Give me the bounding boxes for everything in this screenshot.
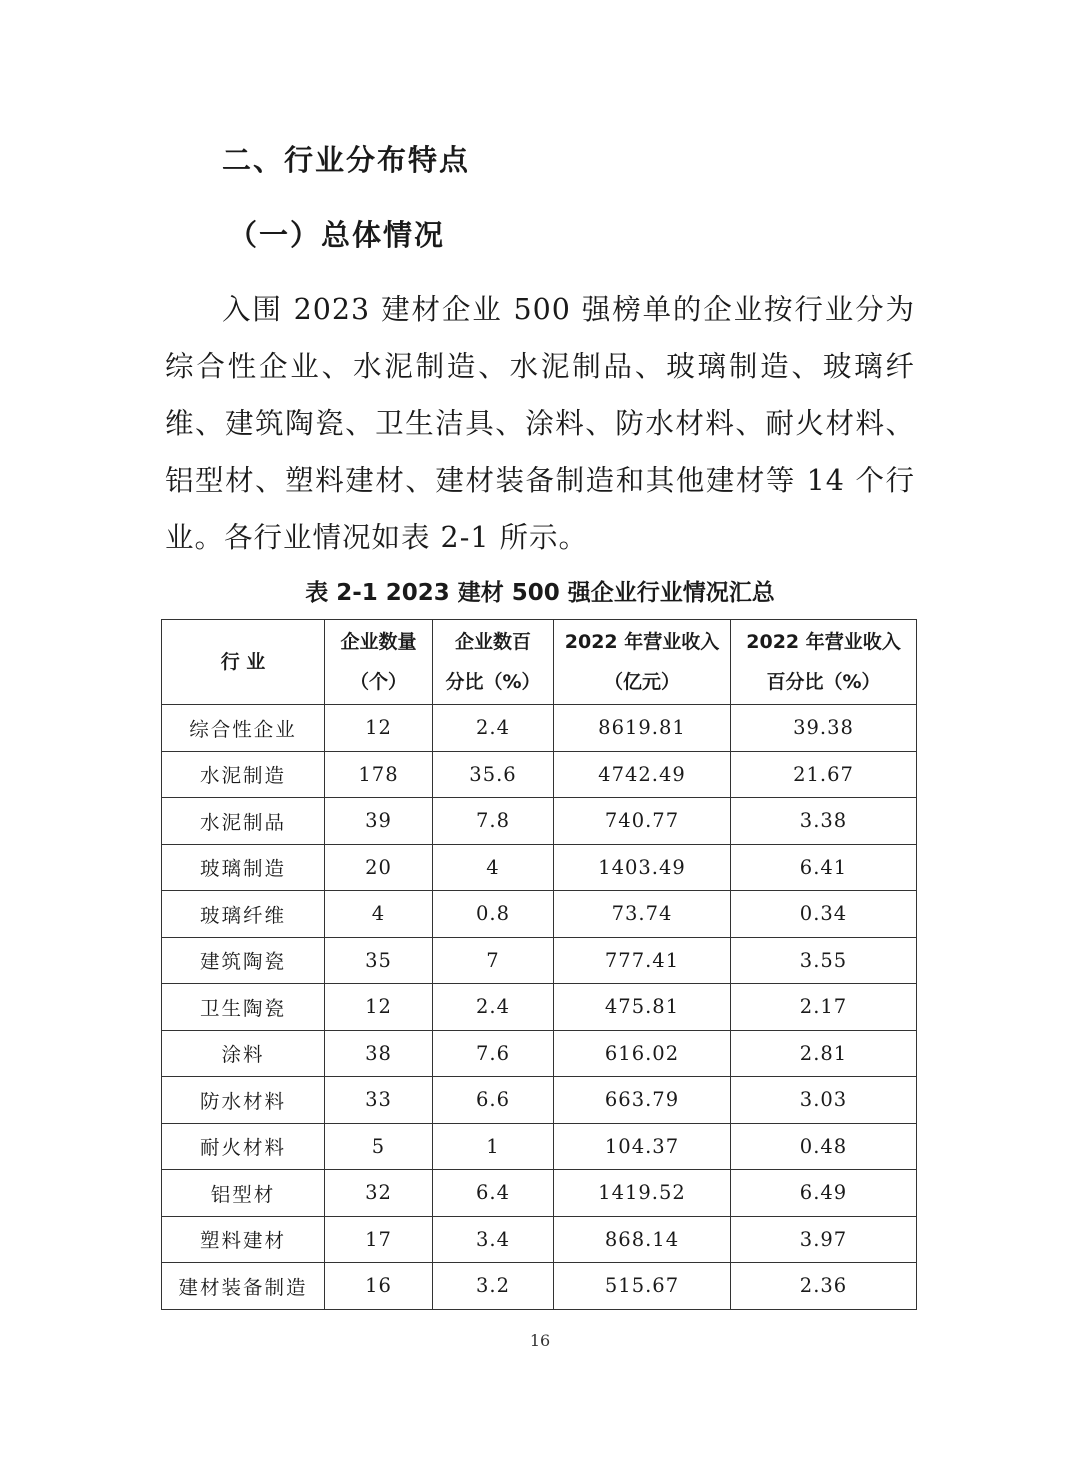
header-revenue-pct: 2022 年营业收入 百分比（%）	[731, 620, 917, 705]
cell-count-pct: 7	[433, 937, 554, 984]
cell-revenue: 475.81	[554, 984, 731, 1031]
cell-revenue: 740.77	[554, 798, 731, 845]
cell-industry: 建筑陶瓷	[162, 937, 325, 984]
table-row	[162, 1216, 917, 1263]
cell-count: 16	[325, 1263, 433, 1310]
cell-industry: 玻璃制造	[162, 844, 325, 891]
cell-revenue-pct: 6.41	[731, 844, 917, 891]
cell-count: 38	[325, 1030, 433, 1077]
cell-revenue-pct: 3.55	[731, 937, 917, 984]
table-row	[162, 937, 917, 984]
cell-revenue-pct: 21.67	[731, 751, 917, 798]
cell-revenue-pct: 3.38	[731, 798, 917, 845]
table-body	[162, 705, 917, 1310]
cell-count-pct: 2.4	[433, 705, 554, 752]
cell-industry: 综合性企业	[162, 705, 325, 752]
cell-industry: 防水材料	[162, 1077, 325, 1124]
cell-revenue: 616.02	[554, 1030, 731, 1077]
cell-count-pct: 3.4	[433, 1216, 554, 1263]
cell-industry: 耐火材料	[162, 1123, 325, 1170]
cell-count-pct: 7.8	[433, 798, 554, 845]
section-heading: 二、行业分布特点	[222, 143, 471, 177]
cell-count: 12	[325, 705, 433, 752]
cell-revenue: 515.67	[554, 1263, 731, 1310]
cell-revenue-pct: 39.38	[731, 705, 917, 752]
cell-count-pct: 6.4	[433, 1170, 554, 1217]
cell-count-pct: 2.4	[433, 984, 554, 1031]
cell-count: 32	[325, 1170, 433, 1217]
cell-revenue: 4742.49	[554, 751, 731, 798]
table-row	[162, 1077, 917, 1124]
cell-industry: 涂料	[162, 1030, 325, 1077]
table-row	[162, 705, 917, 752]
cell-count: 12	[325, 984, 433, 1031]
cell-revenue: 777.41	[554, 937, 731, 984]
cell-count: 20	[325, 844, 433, 891]
body-paragraph: 入围 2023 建材企业 500 强榜单的企业按行业分为综合性企业、水泥制造、水泥制品、玻璃制造、玻璃纤维、建筑陶瓷、卫生洁具、涂料、防水材料、耐火材料、铝型材、塑料建材、建材装备制造和其他建材等 14 个行业。各行业情况如表 2-1 所示。	[165, 293, 915, 554]
table-row	[162, 1123, 917, 1170]
table-row	[162, 1170, 917, 1217]
cell-revenue: 1419.52	[554, 1170, 731, 1217]
cell-revenue: 663.79	[554, 1077, 731, 1124]
cell-count: 178	[325, 751, 433, 798]
cell-revenue-pct: 2.17	[731, 984, 917, 1031]
cell-count-pct: 3.2	[433, 1263, 554, 1310]
table-caption: 表 2-1 2023 建材 500 强企业行业情况汇总	[305, 580, 775, 606]
cell-count-pct: 6.6	[433, 1077, 554, 1124]
cell-count: 35	[325, 937, 433, 984]
cell-revenue: 868.14	[554, 1216, 731, 1263]
cell-industry: 铝型材	[162, 1170, 325, 1217]
cell-count: 39	[325, 798, 433, 845]
industry-summary-table	[161, 619, 917, 1310]
cell-revenue: 1403.49	[554, 844, 731, 891]
header-industry: 行 业	[162, 620, 325, 705]
cell-industry: 玻璃纤维	[162, 891, 325, 938]
table-row	[162, 844, 917, 891]
cell-count: 17	[325, 1216, 433, 1263]
cell-count: 4	[325, 891, 433, 938]
page-number: 16	[529, 1331, 551, 1350]
header-count: 企业数量 （个）	[325, 620, 433, 705]
table-row	[162, 751, 917, 798]
cell-count: 33	[325, 1077, 433, 1124]
cell-count-pct: 1	[433, 1123, 554, 1170]
subsection-heading: （一）总体情况	[228, 218, 446, 252]
cell-revenue-pct: 3.03	[731, 1077, 917, 1124]
cell-revenue: 104.37	[554, 1123, 731, 1170]
table-row	[162, 984, 917, 1031]
cell-revenue: 73.74	[554, 891, 731, 938]
cell-count-pct: 35.6	[433, 751, 554, 798]
cell-revenue-pct: 2.81	[731, 1030, 917, 1077]
table-row	[162, 798, 917, 845]
table-header-row	[162, 620, 917, 705]
table-row	[162, 1263, 917, 1310]
cell-industry: 卫生陶瓷	[162, 984, 325, 1031]
cell-count: 5	[325, 1123, 433, 1170]
cell-revenue-pct: 2.36	[731, 1263, 917, 1310]
cell-industry: 水泥制品	[162, 798, 325, 845]
cell-industry: 水泥制造	[162, 751, 325, 798]
cell-revenue-pct: 3.97	[731, 1216, 917, 1263]
cell-industry: 建材装备制造	[162, 1263, 325, 1310]
table-row	[162, 891, 917, 938]
cell-industry: 塑料建材	[162, 1216, 325, 1263]
table-row	[162, 1030, 917, 1077]
cell-count-pct: 7.6	[433, 1030, 554, 1077]
cell-revenue-pct: 0.34	[731, 891, 917, 938]
cell-count-pct: 0.8	[433, 891, 554, 938]
cell-count-pct: 4	[433, 844, 554, 891]
cell-revenue-pct: 0.48	[731, 1123, 917, 1170]
header-count-pct: 企业数百 分比（%）	[433, 620, 554, 705]
cell-revenue-pct: 6.49	[731, 1170, 917, 1217]
header-revenue: 2022 年营业收入 （亿元）	[554, 620, 731, 705]
cell-revenue: 8619.81	[554, 705, 731, 752]
